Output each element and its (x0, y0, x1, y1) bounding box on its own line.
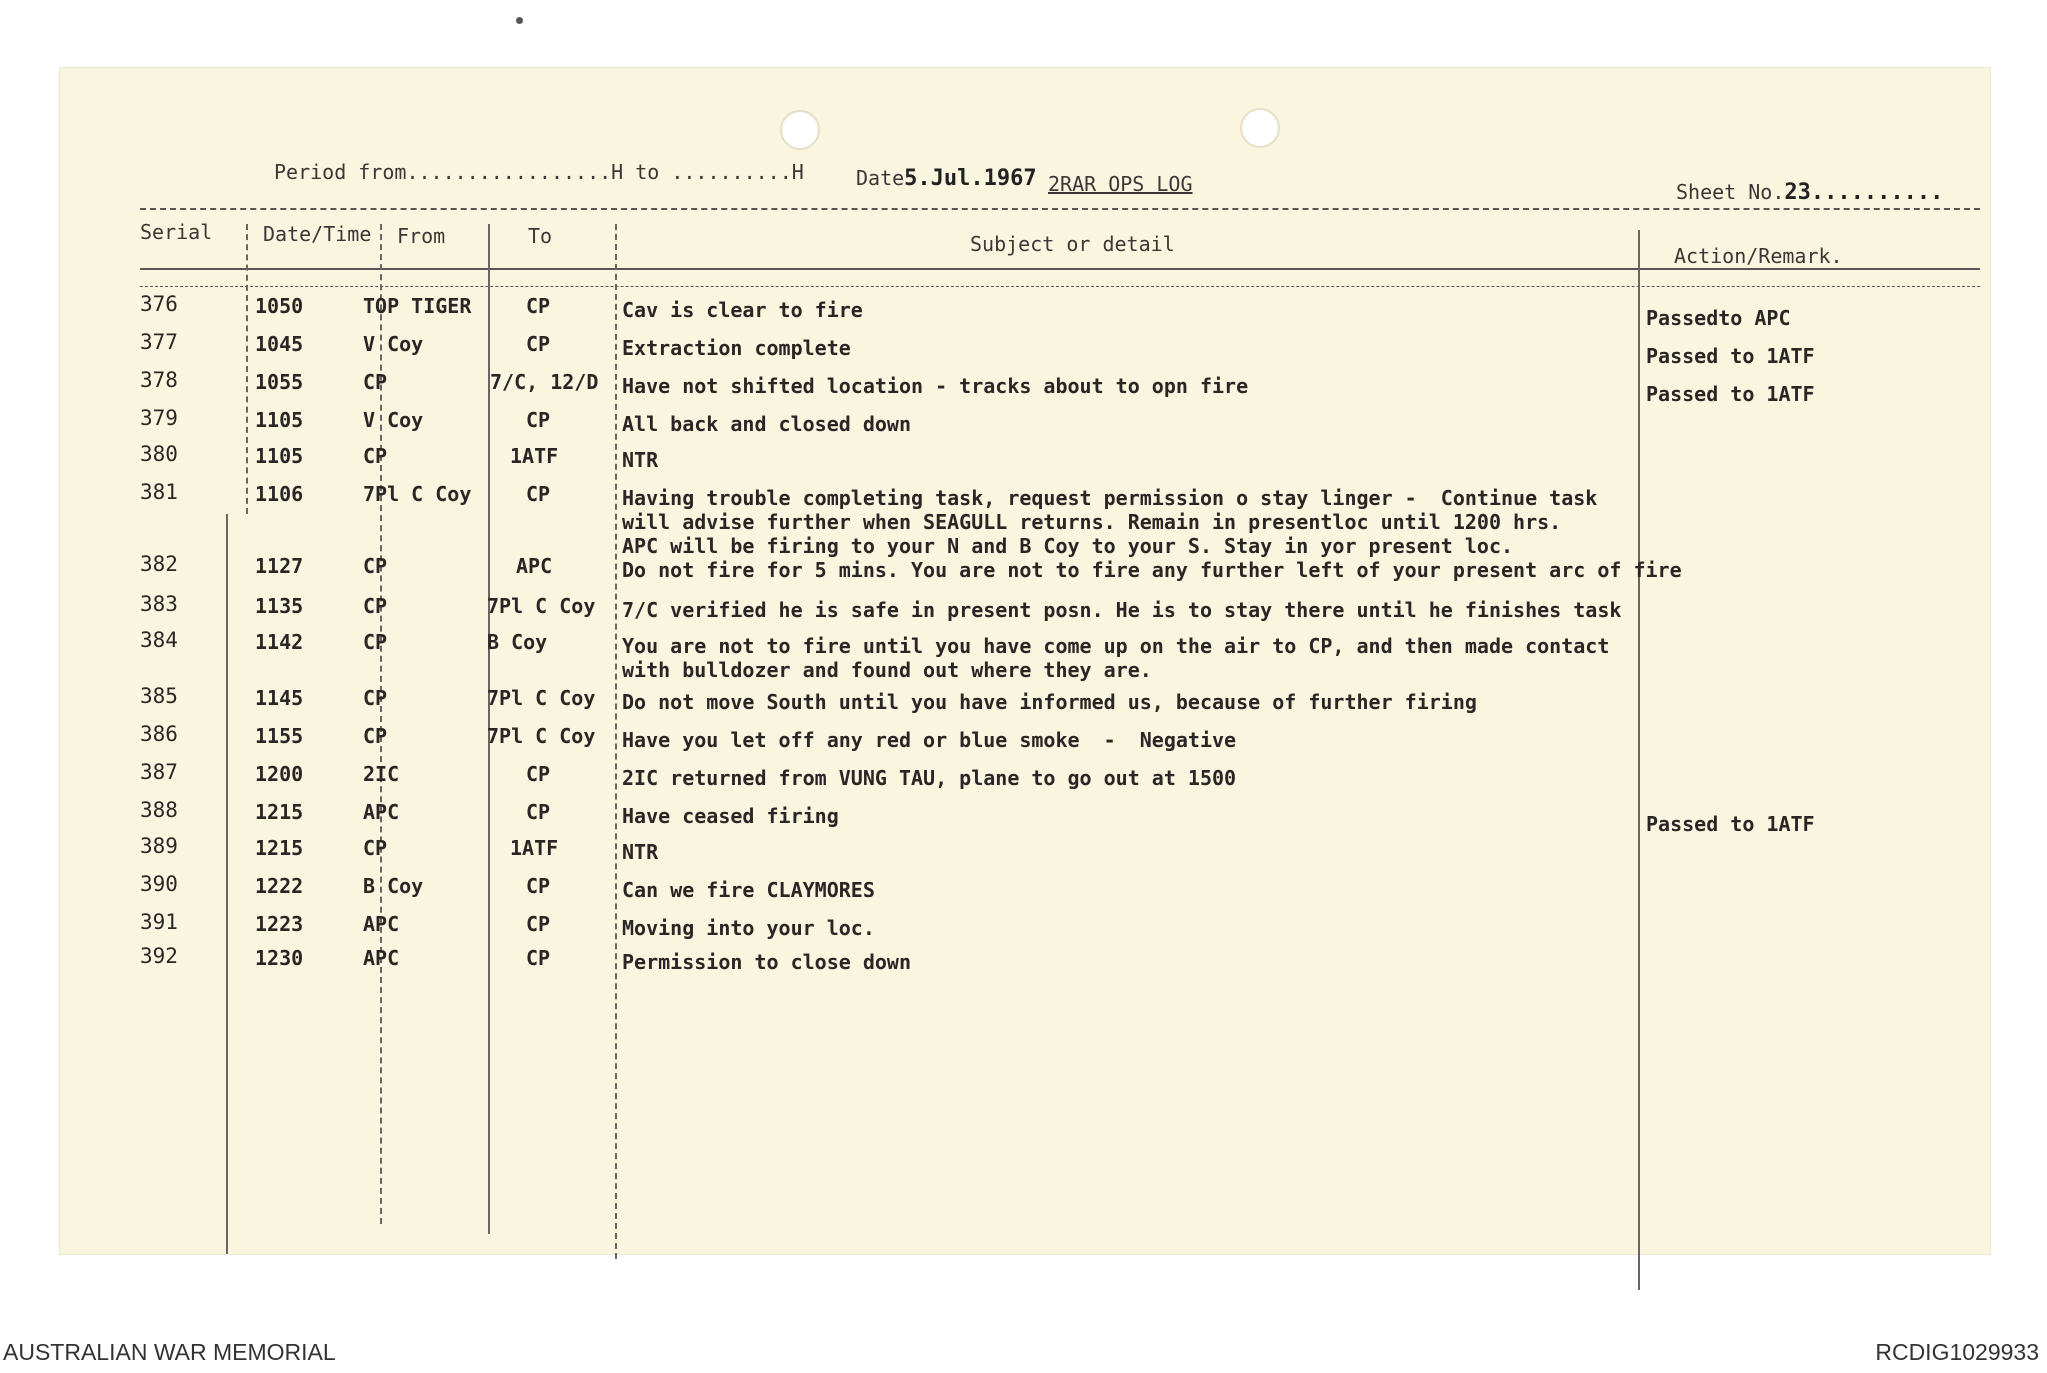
to-cell: CP (526, 912, 551, 936)
action-cell: Passed to 1ATF (1646, 812, 1815, 836)
time-cell: 1145 (255, 686, 304, 710)
subject-cell: 7/C verified he is safe in present posn. He is to stay there until he finishes task (622, 598, 1622, 622)
period-field: Period from.................H to ..........H (274, 160, 804, 184)
time-cell: 1127 (255, 554, 304, 578)
to-cell: CP (526, 332, 551, 356)
serial-cell: 385 (140, 684, 178, 708)
from-cell: CP (363, 444, 388, 468)
to-cell: CP (526, 294, 551, 318)
from-cell: APC (363, 946, 400, 970)
from-cell: V Coy (363, 408, 424, 432)
serial-cell: 383 (140, 592, 178, 616)
subject-cell: Having trouble completing task, request permission o stay linger - Continue task will advise further when SEAGULL returns. Remain in presentloc until 1200 hrs. APC will be firing to your N and B Coy to your S. Stay in yor present loc. (622, 486, 1598, 558)
date-field (856, 166, 1037, 191)
punch-hole-left (780, 110, 820, 150)
serial-cell: 388 (140, 798, 178, 822)
action-cell: Passed to 1ATF (1646, 344, 1815, 368)
from-cell: CP (363, 594, 388, 618)
from-cell: 2IC (363, 762, 400, 786)
from-cell: V Coy (363, 332, 424, 356)
subject-cell: Have not shifted location - tracks about to opn fire (622, 374, 1249, 398)
to-cell: CP (526, 408, 551, 432)
col-to: To (528, 224, 553, 248)
punch-hole-right (1240, 108, 1280, 148)
subject-cell: Permission to close down (622, 950, 911, 974)
serial-cell: 378 (140, 368, 178, 392)
serial-cell: 391 (140, 910, 178, 934)
divider-serial-lower (226, 514, 228, 1254)
time-cell: 1135 (255, 594, 304, 618)
time-cell: 1050 (255, 294, 304, 318)
subject-cell: NTR (622, 840, 659, 864)
subject-cell: Moving into your loc. (622, 916, 875, 940)
sheet-number (1676, 180, 1943, 205)
sheet-label: Sheet No. (1676, 180, 1785, 204)
subject-cell: NTR (622, 448, 659, 472)
header-rule-top (140, 208, 1980, 210)
footer-right: RCDIG1029933 (1875, 1339, 2039, 1365)
action-cell: Passedto APC (1646, 306, 1791, 330)
to-cell: CP (526, 800, 551, 824)
divider-to (615, 224, 617, 1259)
from-cell: TOP TIGER (363, 294, 472, 318)
header-rule-under (140, 286, 1980, 287)
action-cell: Passed to 1ATF (1646, 382, 1815, 406)
date-label: Date (856, 166, 905, 190)
to-cell: 7/C, 12/D (490, 370, 599, 394)
time-cell: 1045 (255, 332, 304, 356)
to-cell: 1ATF (510, 836, 559, 860)
footer-left: AUSTRALIAN WAR MEMORIAL (3, 1339, 336, 1365)
serial-cell: 389 (140, 834, 178, 858)
from-cell: CP (363, 686, 388, 710)
time-cell: 1142 (255, 630, 304, 654)
time-cell: 1200 (255, 762, 304, 786)
time-cell: 1105 (255, 444, 304, 468)
from-cell: 7Pl C Coy (363, 482, 472, 506)
col-serial: Serial (140, 220, 213, 244)
from-cell: APC (363, 912, 400, 936)
time-cell: 1215 (255, 836, 304, 860)
to-cell: CP (526, 946, 551, 970)
serial-cell: 381 (140, 480, 178, 504)
subject-cell: Have ceased firing (622, 804, 839, 828)
sheet-value: 23 (1784, 180, 1811, 205)
time-cell: 1230 (255, 946, 304, 970)
time-cell: 1155 (255, 724, 304, 748)
to-cell: CP (526, 482, 551, 506)
header-rule-bottom (140, 268, 1980, 270)
col-action: Action/Remark. (1674, 244, 1843, 268)
subject-cell: Have you let off any red or blue smoke - Negative (622, 728, 1237, 752)
from-cell: CP (363, 836, 388, 860)
time-cell: 1105 (255, 408, 304, 432)
serial-cell: 380 (140, 442, 178, 466)
to-cell: 7Pl C Coy (487, 724, 596, 748)
col-subject: Subject or detail (970, 232, 1175, 256)
time-cell: 1106 (255, 482, 304, 506)
subject-cell: Do not fire for 5 mins. You are not to fire any further left of your present arc of fire (622, 558, 1682, 582)
divider-serial (246, 224, 248, 514)
to-cell: APC (516, 554, 553, 578)
ops-log-sheet (60, 68, 1990, 1254)
to-cell: 1ATF (510, 444, 559, 468)
to-cell: B Coy (487, 630, 548, 654)
from-cell: CP (363, 554, 388, 578)
subject-cell: Can we fire CLAYMORES (622, 878, 875, 902)
time-cell: 1215 (255, 800, 304, 824)
scan-speck (516, 17, 523, 24)
serial-cell: 379 (140, 406, 178, 430)
serial-cell: 390 (140, 872, 178, 896)
date-value: 5.Jul.1967 (904, 166, 1037, 191)
to-cell: 7Pl C Coy (487, 686, 596, 710)
from-cell: APC (363, 800, 400, 824)
time-cell: 1222 (255, 874, 304, 898)
from-cell: B Coy (363, 874, 424, 898)
subject-cell: Extraction complete (622, 336, 851, 360)
subject-cell: Do not move South until you have informed us, because of further firing (622, 690, 1477, 714)
from-cell: CP (363, 630, 388, 654)
serial-cell: 387 (140, 760, 178, 784)
serial-cell: 382 (140, 552, 178, 576)
log-title: 2RAR OPS LOG (1048, 172, 1193, 196)
serial-cell: 392 (140, 944, 178, 968)
from-cell: CP (363, 370, 388, 394)
serial-cell: 384 (140, 628, 178, 652)
col-datetime: Date/Time (263, 222, 372, 246)
subject-cell: Cav is clear to fire (622, 298, 863, 322)
time-cell: 1055 (255, 370, 304, 394)
from-cell: CP (363, 724, 388, 748)
to-cell: CP (526, 874, 551, 898)
serial-cell: 376 (140, 292, 178, 316)
time-cell: 1223 (255, 912, 304, 936)
subject-cell: All back and closed down (622, 412, 911, 436)
to-cell: 7Pl C Coy (487, 594, 596, 618)
divider-subject (1638, 230, 1640, 1290)
to-cell: CP (526, 762, 551, 786)
sheet-dots: .......... (1810, 180, 1944, 205)
subject-cell: 2IC returned from VUNG TAU, plane to go out at 1500 (622, 766, 1237, 790)
subject-cell: You are not to fire until you have come up on the air to CP, and then made contact with bulldozer and found out where they are. (622, 634, 1610, 682)
col-from: From (397, 224, 446, 248)
serial-cell: 386 (140, 722, 178, 746)
serial-cell: 377 (140, 330, 178, 354)
